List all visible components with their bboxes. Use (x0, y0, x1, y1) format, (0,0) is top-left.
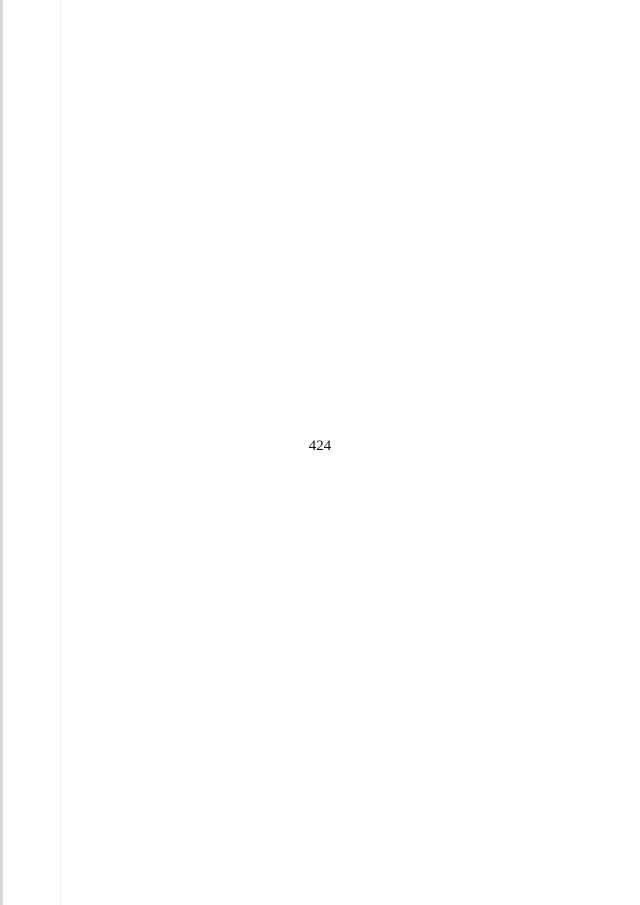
page-number: 424 (308, 438, 332, 454)
